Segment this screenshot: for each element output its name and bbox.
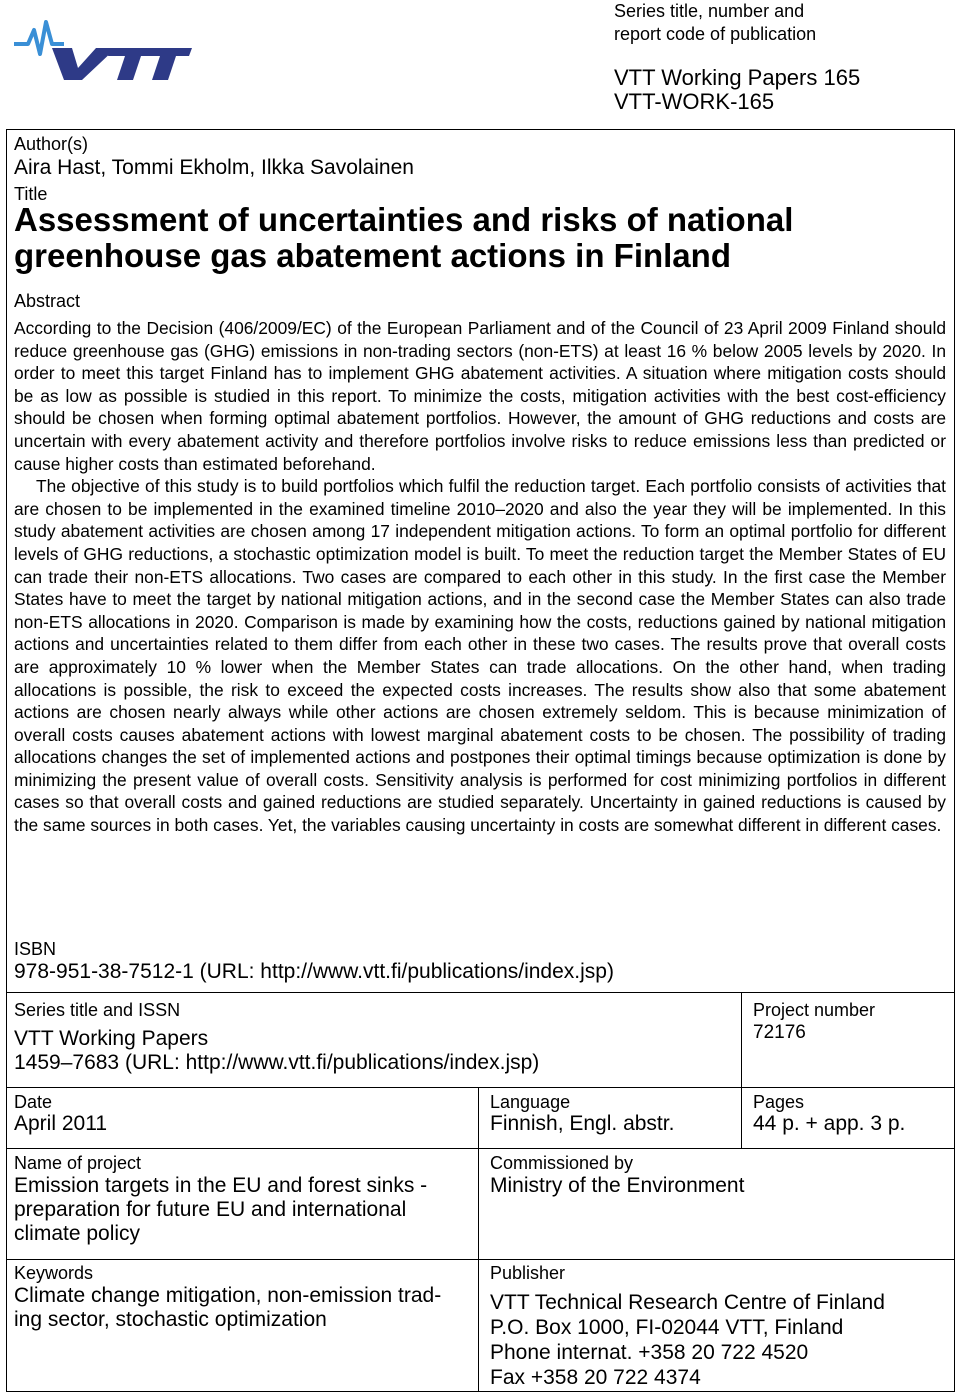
publication-code [614, 66, 860, 114]
abstract-label: Abstract [14, 291, 81, 311]
divider-project [6, 1259, 955, 1260]
project-number-label: Project number [753, 1000, 876, 1020]
commissioned-by-label: Commissioned by [490, 1153, 634, 1173]
series-heading-line2: report code of publication [614, 24, 817, 44]
divider-isbn [6, 992, 955, 993]
date-value: April 2011 [14, 1112, 108, 1135]
language-label: Language [490, 1092, 571, 1112]
project-name-line1: Emission targets in the EU and forest sinks - [14, 1174, 428, 1197]
date-label: Date [14, 1092, 53, 1112]
abstract-paragraph-1: According to the Decision (406/2009/EC) of the European Parliament and of the Council of 23 April 2009 Finland should reduce greenhouse gas (GHG) emissions in non-trading sectors (non-ETS) at least 16 % below 2005 levels by 2020. In order to meet this target Finland has to implement GHG abatement activities. A situation where mitigation costs should be as low as possible is studied in this report. To minimize the costs, mitigation activities with the best cost-efficiency should be chosen when forming optimal abatement portfolios. However, the amount of GHG reductions and costs are uncertain with every abatement activity and therefore portfolios involve risks to reduce emissions less than predicted or cause higher costs than estimated beforehand. [14, 318, 946, 474]
report-title-line2: greenhouse gas abatement actions in Finland [14, 237, 731, 274]
authors-value: Aira Hast, Tommi Ekholm, Ilkka Savolainen [14, 156, 414, 179]
series-heading-line1: Series title, number and [614, 1, 805, 21]
language-value: Finnish, Engl. abstr. [490, 1112, 675, 1135]
series-issn-label: Series title and ISSN [14, 1000, 181, 1020]
title-label: Title [14, 184, 48, 204]
commissioned-by-value: Ministry of the Environment [490, 1174, 745, 1197]
isbn-label: ISBN [14, 939, 57, 959]
pages-label: Pages [753, 1092, 805, 1112]
publisher-line1: VTT Technical Research Centre of Finland [490, 1291, 885, 1314]
publisher-line2: P.O. Box 1000, FI-02044 VTT, Finland [490, 1316, 844, 1339]
working-papers-number: VTT Working Papers 165 [614, 65, 861, 90]
vtt-logo [12, 14, 192, 84]
keywords-line2: ing sector, stochastic optimization [14, 1308, 327, 1331]
issn-value: 1459–7683 (URL: http://www.vtt.fi/publications/index.jsp) [14, 1051, 540, 1074]
report-title [14, 202, 944, 274]
authors-label: Author(s) [14, 134, 89, 154]
project-name-line3: climate policy [14, 1222, 141, 1245]
pages-value: 44 p. + app. 3 p. [753, 1112, 906, 1135]
abstract-paragraph-2: The objective of this study is to build portfolios which fulfil the reduction target. Each portfolio consists of activities that are chosen to be implemented in the examined timeline 2010–2020 and also the year they will be implemented. In this study abatement activities are chosen among 17 independent mitigation actions. To form an optimal portfolio for different levels of GHG reductions, a stochastic optimization model is built. To meet the reduction target the Member States of EU can trade their non-ETS allocations. Two cases are compared to each other in this study. In the first case the Member States have to meet the target by national mitigation actions, and in the second case the Member States can also trade non-ETS allocations in 2020. Comparison is made by examining how the costs, reductions gained by national mitigation actions and uncertainties related to them differ from each other in these two cases. The results prove that overall costs are approximately 10 % lower when the Member States can trade allocations. On the other hand, when trading allocations is possible, the risk to exceed the expected costs increases. The results show also that some abatement actions are chosen nearly always while other actions are chosen extremely seldom. This is because minimization of overall costs causes abatement actions with lowest marginal abatement costs to be chosen. The possibility of trading allocations changes the set of implemented actions and postpones their optimal timings because optimization is done by minimizing the present value of overall costs. Sensitivity analysis is performed for cost minimizing portfolios in different cases so that overall costs and gained reductions are studied separately. Uncertainty in gained reductions is caused by the same sources in both cases. Yet, the variables causing uncertainty in costs are somewhat different in different cases. [14, 476, 946, 836]
divider-date [6, 1148, 955, 1149]
project-number-value: 72176 [753, 1022, 806, 1043]
publisher-line3: Phone internat. +358 20 722 4520 [490, 1341, 809, 1364]
series-heading [614, 0, 816, 46]
keywords-label: Keywords [14, 1263, 94, 1283]
keywords-line1: Climate change mitigation, non-emission trad- [14, 1284, 442, 1307]
project-name-label: Name of project [14, 1153, 142, 1173]
report-title-line1: Assessment of uncertainties and risks of national [14, 201, 794, 238]
divider-series [6, 1087, 955, 1088]
divider-middle-column [478, 1087, 479, 1392]
abstract-body [14, 317, 946, 837]
publisher-line4: Fax +358 20 722 4374 [490, 1366, 701, 1389]
publisher-label: Publisher [490, 1263, 566, 1283]
report-code: VTT-WORK-165 [614, 89, 775, 114]
divider-right-column [741, 992, 742, 1149]
project-name-line2: preparation for future EU and international [14, 1198, 407, 1221]
isbn-value: 978-951-38-7512-1 (URL: http://www.vtt.fi/publications/index.jsp) [14, 960, 614, 983]
series-title-value: VTT Working Papers [14, 1027, 209, 1050]
